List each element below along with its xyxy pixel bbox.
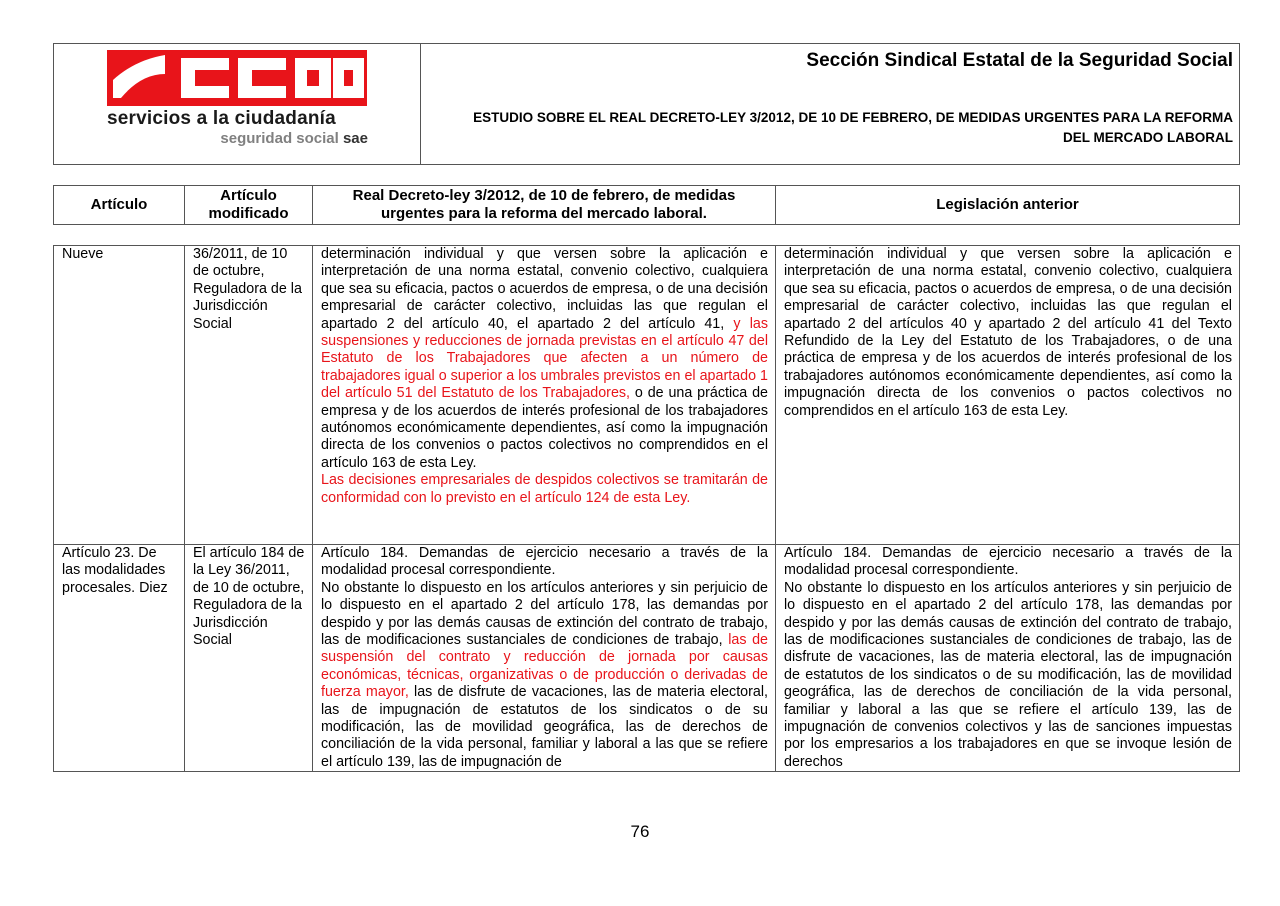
cell-anterior [776, 545, 1239, 771]
document-header [53, 43, 1240, 165]
logo-line-2-accent: sae [342, 130, 368, 147]
header-title: Sección Sindical Estatal de la Seguridad Social [806, 50, 1233, 71]
logo-line-2 [107, 130, 368, 147]
cell-modificado: El artículo 184 de la Ley 36/2011, de 10 de octubre, Reguladora de la Jurisdicción Social [185, 545, 313, 771]
text-changed: Las decisiones empresariales de despidos colectivos se tramitarán de conformidad con lo previsto en el artículo 124 de esta Ley. [321, 472, 768, 506]
text-normal: No obstante lo dispuesto en los artículos anteriores y sin perjuicio de lo dispuesto en el apartado 2 del artículo 178, las demandas por despido y por las demás causas de extinción del contrato de trabajo, las de modificaciones sustanciales de condiciones de trabajo, [321, 579, 768, 649]
cell-nuevo [313, 246, 776, 544]
cell-nuevo [313, 545, 776, 771]
column-header-articulo: Artículo [54, 186, 185, 224]
cell-anterior: determinación individual y que versen sobre la aplicación e interpretación de una norma estatal, convenio colectivo, cualquiera que sea su eficacia, pactos o acuerdos de empresa, o de una decisión empresarial de carácter colectivo, incluidas las que regulan el apartado 2 del artículos 40 y apartado 2 del artículo 41 del Texto Refundido de la Ley del Estatuto de los Trabajadores, o de una práctica de empresa y de los acuerdos de interés profesional de los trabajadores autónomos económicamente dependientes, así como la impugnación directa de los convenios o pactos colectivos no comprendidos en el artículo 163 de esta Ley. [784, 246, 1232, 419]
paragraph: Artículo 184. Demandas de ejercicio necesario a través de la modalidad procesal correspondiente. [784, 545, 1232, 579]
table-row [54, 545, 1239, 771]
logo-line-1: servicios a la ciudadanía [107, 108, 336, 129]
cell-articulo: Artículo 23. De las modalidades procesales. Diez [54, 545, 185, 771]
cell-modificado: 36/2011, de 10 de octubre, Reguladora de la Jurisdicción Social [185, 246, 313, 544]
comparison-table [53, 245, 1240, 772]
ccoo-logo-mark [107, 50, 367, 106]
ccoo-logo [54, 44, 421, 164]
text-normal: determinación individual y que versen sobre la aplicación e interpretación de una norma estatal, convenio colectivo, cualquiera que sea su eficacia, pactos o acuerdos de empresa, o de una decisión empresarial de carácter colectivo, incluidas las que regulan el apartado 2 del artículo 40, el apartado 2 del artículo 41, [321, 246, 768, 332]
column-header-modificado: Artículo modificado [185, 186, 313, 224]
paragraph [321, 580, 768, 771]
table-row [54, 246, 1239, 545]
cell-articulo: Nueve [54, 246, 185, 544]
header-subtitle: ESTUDIO SOBRE EL REAL DECRETO-LEY 3/2012, DE 10 DE FEBRERO, DE MEDIDAS URGENTES PARA LA REFORMA DEL MERCADO LABORAL [473, 110, 1233, 145]
paragraph: No obstante lo dispuesto en los artículos anteriores y sin perjuicio de lo dispuesto en el apartado 2 del artículo 178, las demandas por despido y por las demás causas de extinción del contrato de trabajo, las de modificaciones sustanciales de condiciones de trabajo, las de disfrute de vacaciones, las de materia electoral, las de impugnación de estatutos de los sindicatos o de su modificación, las de movilidad geográfica, las de derechos de conciliación de la vida personal, familiar y laboral a las que se refiere el artículo 139, las de impugnación de convenios colectivos y las de sanciones impuestas por los empresarios a los trabajadores en que se invoque lesión de derechos [784, 579, 1232, 770]
column-header-row [53, 185, 1240, 225]
column-header-real-decreto: Real Decreto-ley 3/2012, de 10 de febrero, de medidas urgentes para la reforma del mercado laboral. [313, 186, 776, 224]
paragraph: Artículo 184. Demandas de ejercicio necesario a través de la modalidad procesal correspondiente. [321, 545, 768, 579]
text-changed: las de suspensión del contrato y reducción de jornada por causas económicas, técnicas, organizativas o de producción o derivadas de fuerza mayor, [321, 632, 768, 701]
text-normal: o de una práctica de empresa y de los acuerdos de interés profesional de los trabajadores autónomos económicamente dependientes, así como la impugnación directa de los convenios o pactos colectivos no comprendidos en el artículo 163 de esta Ley. [321, 385, 769, 471]
logo-line-2-main: seguridad social [220, 130, 343, 147]
text-normal: las de disfrute de vacaciones, las de materia electoral, las de impugnación de estatutos de los sindicatos o de su modificación, las de movilidad geográfica, las de derechos de conciliación de la vida personal, familiar y laboral a las que se refiere el artículo 139, las de impugnación de [321, 684, 768, 770]
page-number: 76 [630, 822, 650, 841]
column-header-anterior: Legislación anterior [936, 196, 1079, 213]
text-changed: y las suspensiones y reducciones de jornada previstas en el artículo 47 del Estatuto de los Trabajadores que afecten a un número de trabajadores igual o superior a los umbrales previstos en el apartado 1 del artículo 51 del Estatuto de los Trabajadores, [321, 315, 768, 402]
paragraph [321, 246, 768, 472]
